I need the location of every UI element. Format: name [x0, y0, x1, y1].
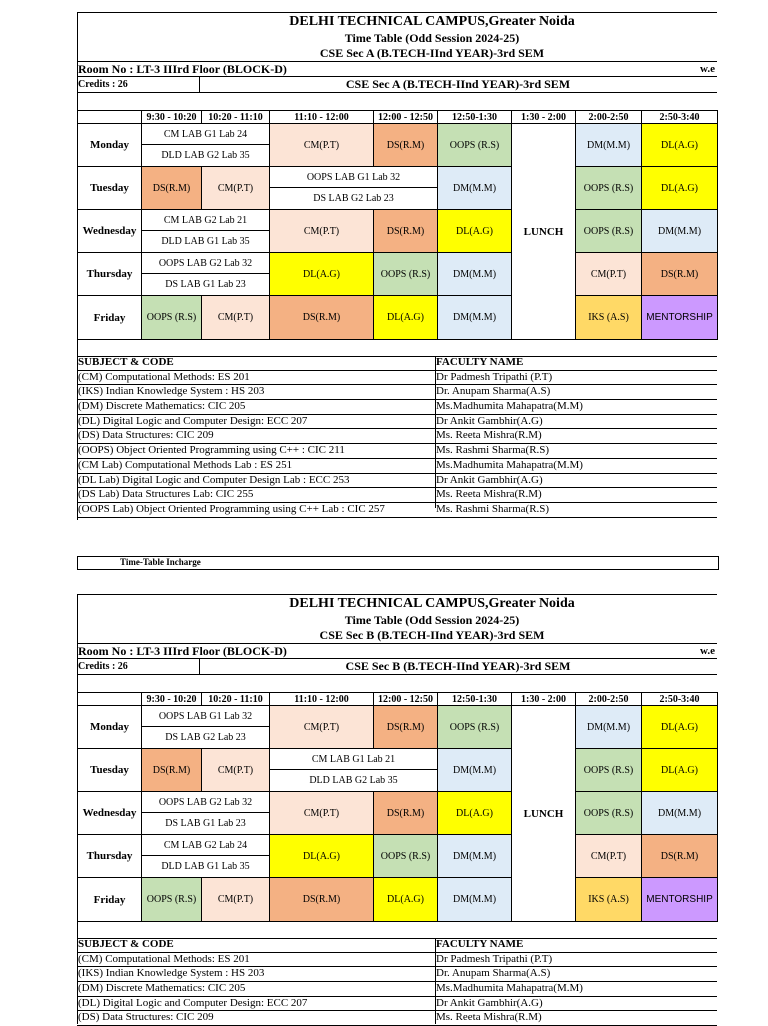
subject-header: SUBJECT & CODE: [78, 356, 174, 368]
class-cell: DS(R.M): [374, 210, 438, 253]
subject-name: (IKS) Indian Knowledge System : HS 203: [78, 385, 265, 398]
day-label: Wednesday: [78, 792, 142, 835]
slot-header: 12:50-1:30: [438, 693, 512, 706]
class-cell: DM(M.M): [438, 253, 512, 296]
day-label: Thursday: [78, 835, 142, 878]
lab-cell: CM LAB G2 Lab 21: [142, 210, 270, 231]
faculty-name: Ms. Rashmi Sharma(R.S): [436, 444, 550, 457]
section-title: CSE Sec A (B.TECH-IInd YEAR)-3rd SEM: [319, 46, 545, 60]
day-label: Friday: [78, 296, 142, 340]
class-cell: CM(P.T): [270, 210, 374, 253]
faculty-name: Dr Padmesh Tripathi (P.T): [436, 952, 553, 965]
class-cell: DL(A.G): [642, 167, 718, 210]
class-cell: DL(A.G): [270, 835, 374, 878]
class-cell: OOPS (R.S): [374, 253, 438, 296]
faculty-name: Dr. Anupam Sharma(A.S): [436, 385, 551, 398]
class-cell: DS(R.M): [270, 878, 374, 922]
slot-header: 9:30 - 10:20: [142, 693, 202, 706]
class-cell: DL(A.G): [438, 792, 512, 835]
subject-faculty-list: [77, 356, 717, 518]
slot-header: 12:00 - 12:50: [374, 111, 438, 124]
faculty-header: FACULTY NAME: [436, 356, 524, 368]
class-cell: CM(P.T): [576, 835, 642, 878]
lab-cell: DLD LAB G2 Lab 35: [270, 770, 438, 792]
subject-name: (DM) Discrete Mathematics: CIC 205: [78, 400, 246, 413]
timetable-incharge: [77, 556, 719, 570]
class-cell: OOPS (R.S): [576, 210, 642, 253]
subject-name: (DL) Digital Logic and Computer Design: ECC 207: [78, 996, 308, 1009]
college-title: DELHI TECHNICAL CAMPUS,Greater Noida: [289, 596, 575, 611]
slot-header-blank: [78, 693, 142, 706]
subject-name: (OOPS) Object Oriented Programming using C++ : CIC 211: [78, 444, 345, 457]
lab-cell: OOPS LAB G2 Lab 32: [142, 792, 270, 813]
faculty-name: Ms. Reeta Mishra(R.M): [436, 488, 542, 501]
faculty-name: Dr Padmesh Tripathi (P.T): [436, 370, 553, 383]
slot-header: 2:00-2:50: [576, 693, 642, 706]
class-cell: CM(P.T): [202, 878, 270, 922]
subject-name: (DS) Data Structures: CIC 209: [78, 429, 214, 442]
class-cell: DM(M.M): [438, 835, 512, 878]
incharge-label: Time-Table Incharge: [120, 557, 201, 567]
slot-header: 11:10 - 12:00: [270, 111, 374, 124]
lunch-cell: LUNCH: [512, 706, 576, 922]
subject-header: SUBJECT & CODE: [78, 938, 174, 950]
day-label: Wednesday: [78, 210, 142, 253]
timetable-grid: [77, 110, 718, 340]
subject-row: [77, 982, 717, 997]
subject-name: (DM) Discrete Mathematics: CIC 205: [78, 982, 246, 995]
class-cell: DM(M.M): [642, 210, 718, 253]
faculty-name: Dr Ankit Gambhir(A.G): [436, 473, 543, 486]
lab-cell: CM LAB G1 Lab 24: [142, 124, 270, 145]
effective-date: w.e: [700, 645, 715, 657]
class-cell: CM(P.T): [202, 296, 270, 340]
subject-name: (DL Lab) Digital Logic and Computer Design Lab : ECC 253: [78, 473, 350, 486]
subject-row: [77, 371, 717, 386]
lab-cell: OOPS LAB G1 Lab 32: [142, 706, 270, 727]
subject-row: [77, 459, 717, 474]
subject-row: [77, 953, 717, 968]
slot-header: 11:10 - 12:00: [270, 693, 374, 706]
day-label: Monday: [78, 124, 142, 167]
timetable-section-a: [77, 12, 717, 522]
lab-cell: CM LAB G1 Lab 21: [270, 749, 438, 770]
subject-row: [77, 474, 717, 489]
subject-row: [77, 997, 717, 1012]
class-cell: DS(R.M): [642, 253, 718, 296]
slot-header-row: [78, 111, 718, 124]
class-cell: DS(R.M): [642, 835, 718, 878]
lab-cell: DLD LAB G1 Lab 35: [142, 231, 270, 253]
faculty-name: Ms.Madhumita Mahapatra(M.M): [436, 458, 583, 471]
class-cell: CM(P.T): [270, 124, 374, 167]
class-cell: DM(M.M): [438, 296, 512, 340]
lunch-cell: LUNCH: [512, 124, 576, 340]
class-cell: DM(M.M): [576, 124, 642, 167]
subject-row: [77, 967, 717, 982]
subject-name: (CM) Computational Methods: ES 201: [78, 952, 250, 965]
class-cell: OOPS (R.S): [576, 167, 642, 210]
faculty-name: Ms. Reeta Mishra(R.M): [436, 1011, 542, 1024]
class-cell: DL(A.G): [438, 210, 512, 253]
class-cell: DL(A.G): [642, 749, 718, 792]
lab-cell: DS LAB G1 Lab 23: [142, 813, 270, 835]
subject-name: (CM Lab) Computational Methods Lab : ES 251: [78, 458, 293, 471]
session-title: Time Table (Odd Session 2024-25): [344, 613, 520, 627]
class-cell: DL(A.G): [642, 706, 718, 749]
lab-cell: DS LAB G2 Lab 23: [270, 188, 438, 210]
class-cell: IKS (A.S): [576, 878, 642, 922]
credits: Credits : 26: [78, 661, 128, 672]
subject-row: [77, 385, 717, 400]
lab-cell: DLD LAB G2 Lab 35: [142, 145, 270, 167]
class-cell: CM(P.T): [270, 706, 374, 749]
subject-name: (DS) Data Structures: CIC 209: [78, 1011, 214, 1024]
room-number: Room No : LT-3 IIIrd Floor (BLOCK-D): [78, 62, 287, 76]
slot-header: 1:30 - 2:00: [512, 111, 576, 124]
class-cell: IKS (A.S): [576, 296, 642, 340]
subject-name: (DS Lab) Data Structures Lab: CIC 255: [78, 488, 254, 501]
class-cell: OOPS (R.S): [142, 296, 202, 340]
class-cell: OOPS (R.S): [142, 878, 202, 922]
day-label: Tuesday: [78, 167, 142, 210]
day-label: Friday: [78, 878, 142, 922]
class-cell: DM(M.M): [642, 792, 718, 835]
class-cell: DM(M.M): [438, 167, 512, 210]
class-cell: MENTORSHIP: [642, 878, 718, 922]
class-cell: MENTORSHIP: [642, 296, 718, 340]
class-cell: DS(R.M): [374, 706, 438, 749]
lab-cell: CM LAB G2 Lab 24: [142, 835, 270, 856]
subject-row: [77, 488, 717, 503]
subject-name: (IKS) Indian Knowledge System : HS 203: [78, 967, 265, 980]
subject-row: [77, 503, 717, 518]
effective-date: w.e: [700, 63, 715, 75]
faculty-header: FACULTY NAME: [436, 938, 524, 950]
slot-header: 9:30 - 10:20: [142, 111, 202, 124]
lab-cell: DLD LAB G1 Lab 35: [142, 856, 270, 878]
class-cell: CM(P.T): [202, 749, 270, 792]
faculty-name: Dr Ankit Gambhir(A.G): [436, 996, 543, 1009]
lab-cell: OOPS LAB G2 Lab 32: [142, 253, 270, 274]
slot-header: 10:20 - 11:10: [202, 693, 270, 706]
faculty-name: Ms. Reeta Mishra(R.M): [436, 429, 542, 442]
class-cell: DM(M.M): [576, 706, 642, 749]
class-cell: DM(M.M): [438, 878, 512, 922]
slot-header-row: [78, 693, 718, 706]
slot-header-blank: [78, 111, 142, 124]
subject-name: (DL) Digital Logic and Computer Design: ECC 207: [78, 414, 308, 427]
class-cell: DS(R.M): [374, 792, 438, 835]
faculty-name: Ms. Rashmi Sharma(R.S): [436, 502, 550, 515]
class-cell: DL(A.G): [374, 878, 438, 922]
lab-cell: DS LAB G1 Lab 23: [142, 274, 270, 296]
faculty-name: Ms.Madhumita Mahapatra(M.M): [436, 982, 583, 995]
class-cell: OOPS (R.S): [576, 792, 642, 835]
subject-row: [77, 400, 717, 415]
slot-header: 1:30 - 2:00: [512, 693, 576, 706]
slot-header: 12:50-1:30: [438, 111, 512, 124]
day-label: Tuesday: [78, 749, 142, 792]
class-cell: DS(R.M): [142, 167, 202, 210]
class-cell: CM(P.T): [270, 792, 374, 835]
college-title: DELHI TECHNICAL CAMPUS,Greater Noida: [289, 14, 575, 29]
credits: Credits : 26: [78, 79, 128, 90]
slot-header: 2:00-2:50: [576, 111, 642, 124]
class-cell: OOPS (R.S): [576, 749, 642, 792]
section-name: CSE Sec A (B.TECH-IInd YEAR)-3rd SEM: [345, 77, 571, 91]
room-number: Room No : LT-3 IIIrd Floor (BLOCK-D): [78, 644, 287, 658]
subject-row: [77, 429, 717, 444]
class-cell: DS(R.M): [374, 124, 438, 167]
day-label: Thursday: [78, 253, 142, 296]
class-cell: DS(R.M): [270, 296, 374, 340]
section-title: CSE Sec B (B.TECH-IInd YEAR)-3rd SEM: [319, 628, 545, 642]
subject-name: (OOPS Lab) Object Oriented Programming using C++ Lab : CIC 257: [78, 502, 385, 515]
class-cell: OOPS (R.S): [438, 124, 512, 167]
slot-header: 2:50-3:40: [642, 111, 718, 124]
subject-row: [77, 415, 717, 430]
class-cell: CM(P.T): [576, 253, 642, 296]
class-cell: DL(A.G): [642, 124, 718, 167]
class-cell: OOPS (R.S): [374, 835, 438, 878]
class-cell: OOPS (R.S): [438, 706, 512, 749]
class-cell: DL(A.G): [270, 253, 374, 296]
lab-cell: DS LAB G2 Lab 23: [142, 727, 270, 749]
faculty-name: Ms.Madhumita Mahapatra(M.M): [436, 400, 583, 413]
class-cell: CM(P.T): [202, 167, 270, 210]
class-cell: DL(A.G): [374, 296, 438, 340]
subject-row: [77, 444, 717, 459]
timetable-section-b: [77, 594, 717, 1024]
section-name: CSE Sec B (B.TECH-IInd YEAR)-3rd SEM: [345, 659, 571, 673]
day-label: Monday: [78, 706, 142, 749]
faculty-name: Dr Ankit Gambhir(A.G): [436, 414, 543, 427]
subject-faculty-list: [77, 938, 717, 1026]
class-cell: DS(R.M): [142, 749, 202, 792]
subject-name: (CM) Computational Methods: ES 201: [78, 370, 250, 383]
slot-header: 12:00 - 12:50: [374, 693, 438, 706]
slot-header: 10:20 - 11:10: [202, 111, 270, 124]
timetable-grid: [77, 692, 718, 922]
lab-cell: OOPS LAB G1 Lab 32: [270, 167, 438, 188]
session-title: Time Table (Odd Session 2024-25): [344, 31, 520, 45]
faculty-name: Dr. Anupam Sharma(A.S): [436, 967, 551, 980]
slot-header: 2:50-3:40: [642, 693, 718, 706]
class-cell: DM(M.M): [438, 749, 512, 792]
